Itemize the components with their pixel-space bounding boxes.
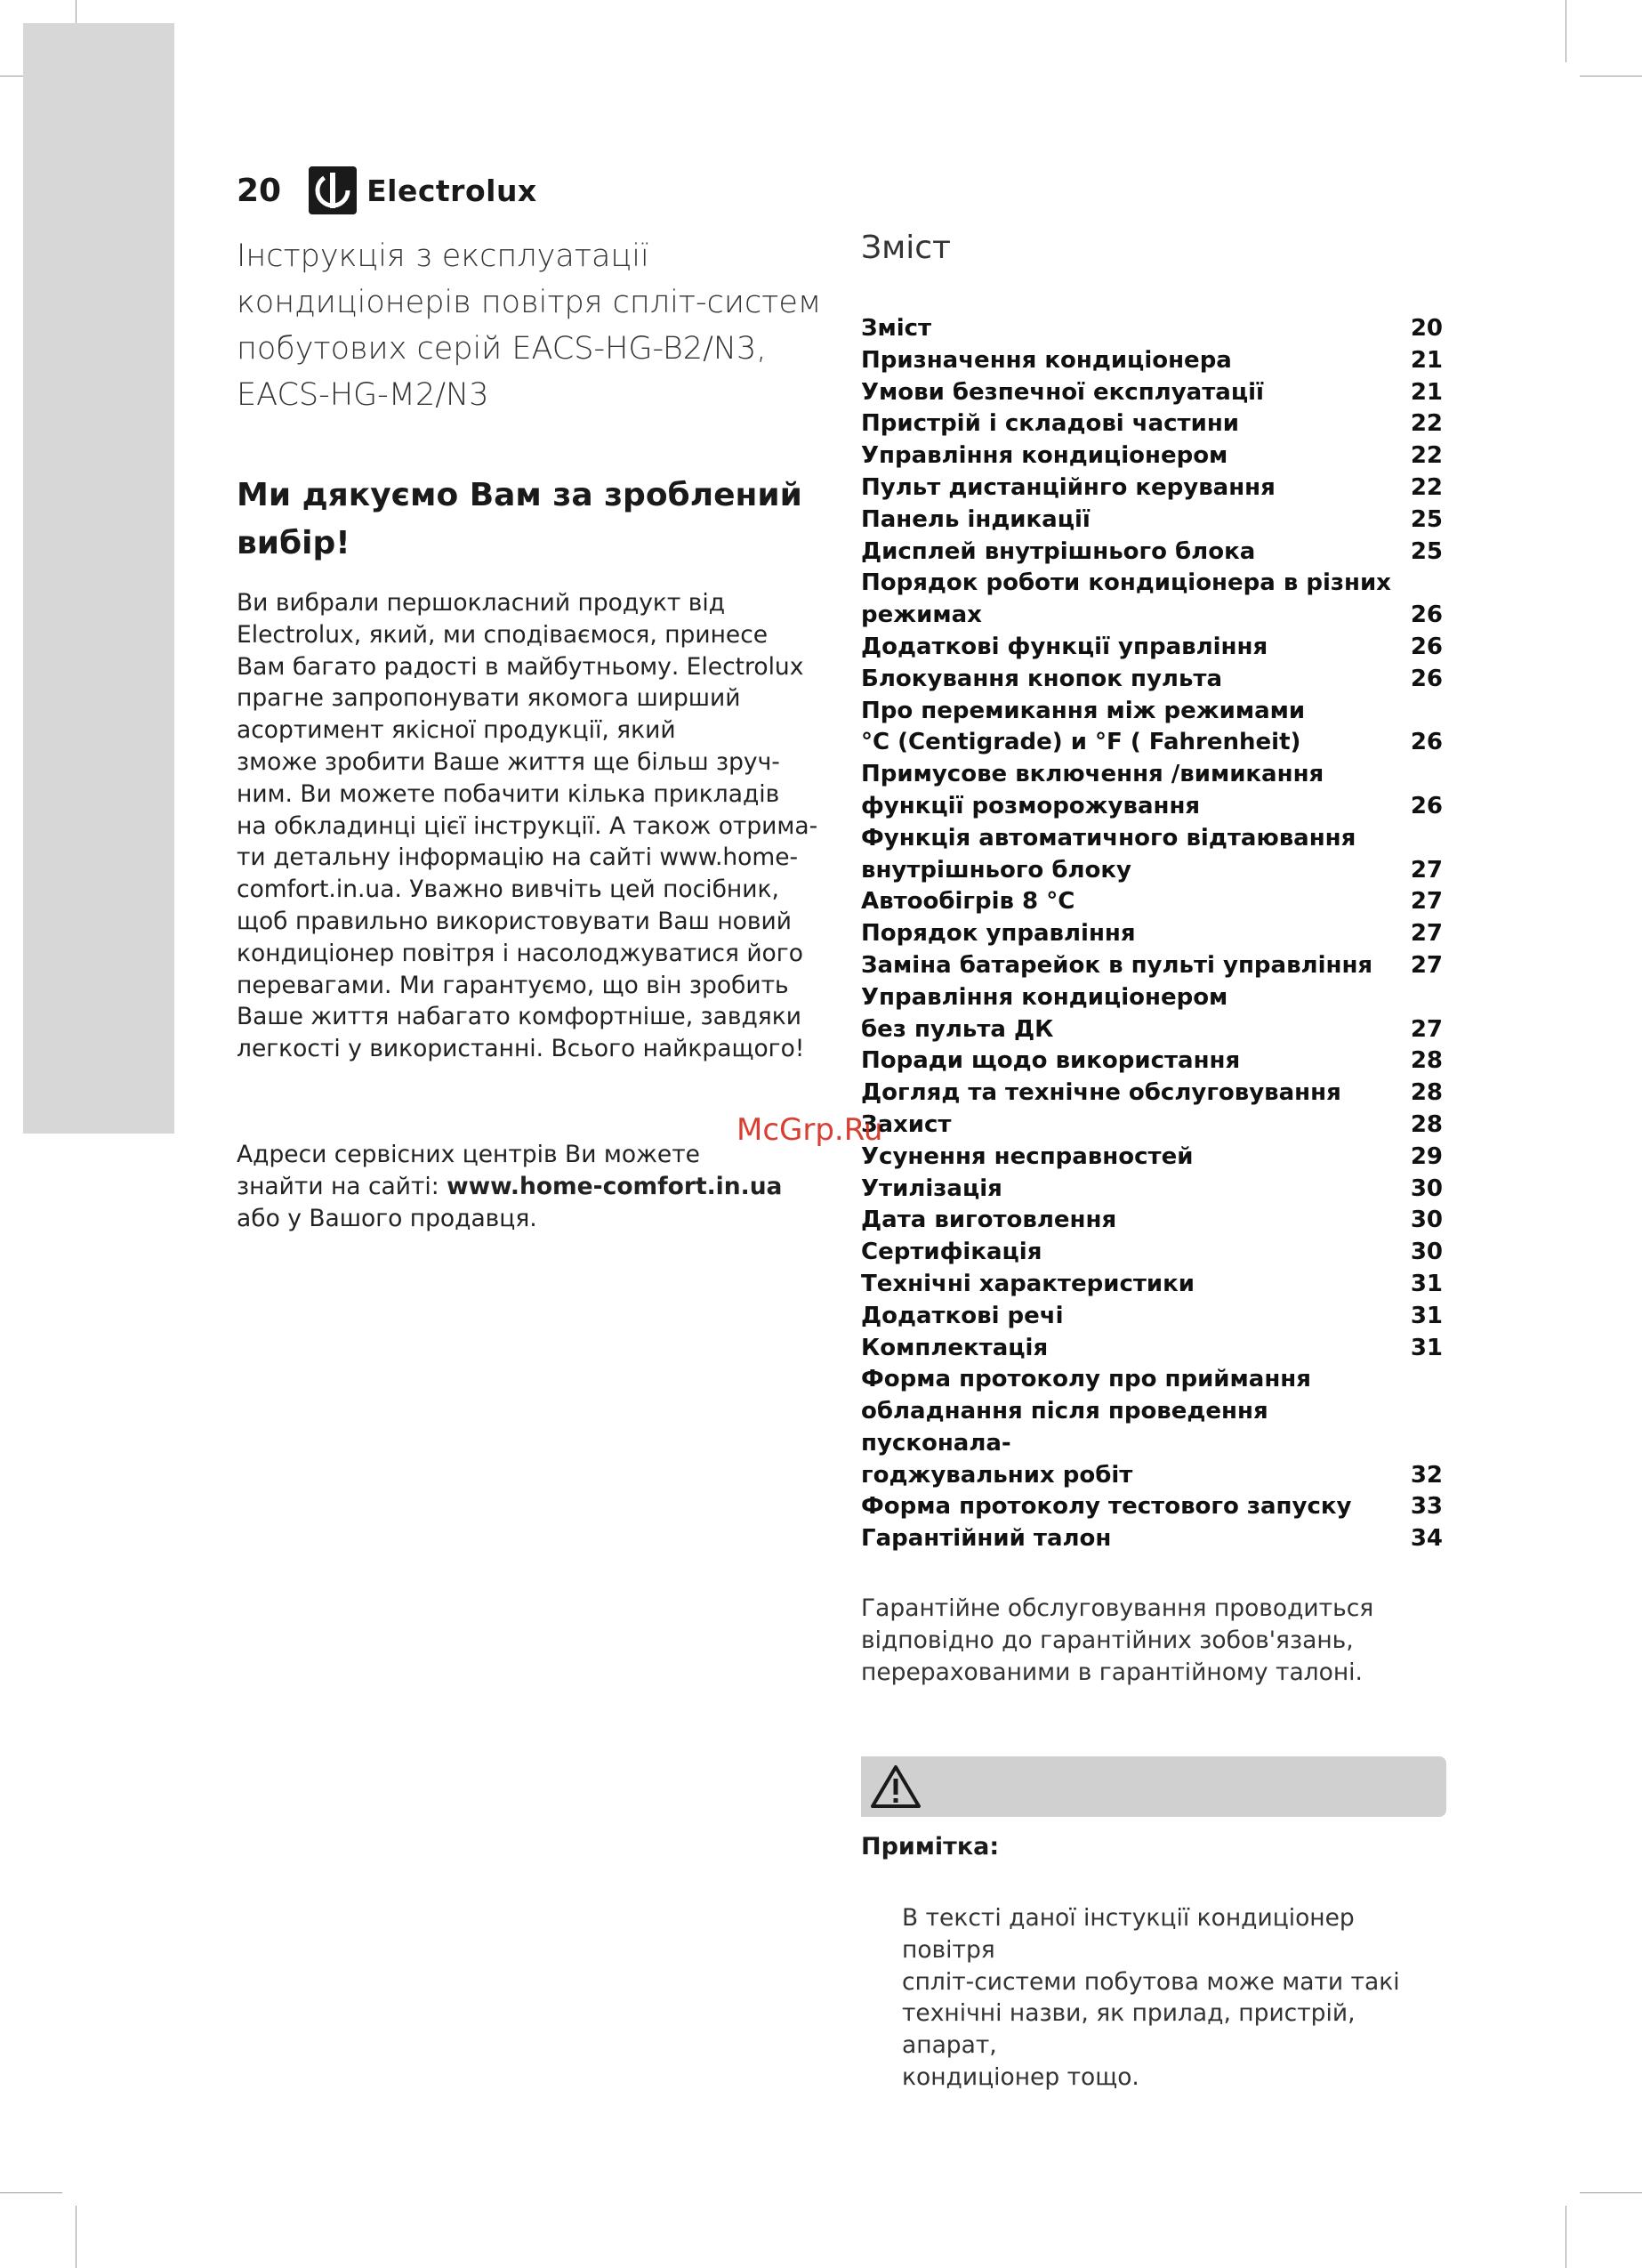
note-banner <box>861 1756 1446 1817</box>
note-line: спліт-системи побутова може мати такі <box>902 1967 1400 1996</box>
toc-page-number: 27 <box>1410 856 1443 884</box>
table-of-contents <box>861 313 1443 1555</box>
document-title: Інструкція з експлуатації кондиціонерів повітря спліт-систем побутових серій EACS-HG-B2/N3, EACS-HG-M2/N3 <box>237 238 822 413</box>
toc-entry-title: Пульт дистанційнго керування <box>861 473 1276 501</box>
toc-entry-title: Порядок роботи кондиціонера в різних <box>861 569 1391 597</box>
toc-row[interactable] <box>861 950 1443 982</box>
toc-row[interactable] <box>861 568 1443 600</box>
toc-row[interactable] <box>861 1110 1443 1142</box>
warranty-line: відповідно до гарантійних зобов'язань, <box>861 1626 1354 1654</box>
toc-row[interactable] <box>861 440 1443 472</box>
intro-line: comfort.in.ua. Уважно вивчіть цей посібник, <box>237 876 779 904</box>
toc-row[interactable] <box>861 1045 1443 1078</box>
toc-row[interactable] <box>861 791 1443 823</box>
toc-row[interactable] <box>861 1364 1443 1396</box>
toc-page-number: 31 <box>1410 1270 1443 1297</box>
service-url-link[interactable]: www.home-comfort.in.ua <box>447 1173 783 1200</box>
intro-line: Вам багато радості в майбутньому. Electrolux <box>237 652 804 681</box>
toc-page-number: 25 <box>1410 537 1443 565</box>
toc-row[interactable] <box>861 1237 1443 1269</box>
page-header <box>237 165 537 215</box>
service-line <box>237 1171 824 1203</box>
service-prefix: знайти на сайті: <box>237 1173 447 1200</box>
intro-line: Ви вибрали першокласний продукт від <box>237 589 726 617</box>
toc-page-number: 26 <box>1410 729 1443 756</box>
toc-entry-title: Додаткові функції управління <box>861 633 1268 660</box>
toc-row[interactable] <box>861 1523 1443 1555</box>
watermark: McGrp.Ru <box>736 1112 883 1148</box>
toc-entry-title: Форма протоколу про приймання <box>861 1366 1311 1393</box>
toc-row[interactable] <box>861 727 1443 759</box>
note-line: В тексті даної інстукції кондиціонер повітря <box>902 1904 1355 1964</box>
toc-page-number: 26 <box>1410 665 1443 692</box>
toc-page-number: 22 <box>1410 410 1443 438</box>
intro-line: кондиціонер повітря і насолоджуватися його <box>237 939 803 967</box>
toc-row[interactable] <box>861 345 1443 377</box>
toc-entry-title: Усунення несправностей <box>861 1142 1194 1170</box>
toc-entry-title: Форма протоколу тестового запуску <box>861 1493 1352 1521</box>
toc-entry-title: Управління кондиціонером <box>861 983 1228 1011</box>
toc-entry-title: Блокування кнопок пульта <box>861 665 1222 692</box>
toc-page-number: 31 <box>1410 1334 1443 1361</box>
toc-entry-title: Заміна батарейок в пульті управління <box>861 951 1373 979</box>
toc-row[interactable] <box>861 377 1443 409</box>
toc-entry-title: без пульта ДК <box>861 1015 1054 1043</box>
toc-row[interactable] <box>861 982 1443 1014</box>
toc-entry-title: Примусове включення /вимикання <box>861 761 1324 788</box>
note-line: технічні назви, як прилад, пристрій, апарат, <box>902 1999 1356 2060</box>
toc-row[interactable] <box>861 600 1443 632</box>
toc-row[interactable] <box>861 1205 1443 1237</box>
intro-line: Ваше життя набагато комфортніше, завдяки <box>237 1003 801 1031</box>
service-line: Адреси сервісних центрів Ви можете <box>237 1141 700 1168</box>
toc-page-number: 26 <box>1410 792 1443 819</box>
toc-page-number: 33 <box>1410 1493 1443 1521</box>
toc-row[interactable] <box>861 472 1443 504</box>
intro-line: Electrolux, який, ми сподіваємося, принесе <box>237 620 769 649</box>
toc-row[interactable] <box>861 537 1443 569</box>
toc-row[interactable] <box>861 823 1443 855</box>
page-number: 20 <box>237 172 282 209</box>
intro-line: на обкладинці цієї інструкції. А також отрима- <box>237 811 818 840</box>
electrolux-logo-icon <box>308 165 358 215</box>
toc-row[interactable] <box>861 1396 1443 1460</box>
toc-page-number: 29 <box>1410 1142 1443 1170</box>
toc-page-number: 28 <box>1410 1110 1443 1138</box>
toc-entry-title: Утилізація <box>861 1174 1002 1202</box>
toc-entry-title: Комплектація <box>861 1334 1049 1361</box>
toc-page-number: 21 <box>1410 378 1443 406</box>
toc-page-number: 22 <box>1410 473 1443 501</box>
toc-page-number: 28 <box>1410 1047 1443 1075</box>
toc-page-number: 30 <box>1410 1239 1443 1266</box>
intro-line: асортимент якісної продукції, який <box>237 716 676 745</box>
toc-entry-title: Про перемикання між режимами <box>861 697 1306 724</box>
toc-page-number: 27 <box>1410 888 1443 916</box>
toc-page-number: 27 <box>1410 1015 1443 1043</box>
toc-entry-title: Умови безпечної експлуатації <box>861 378 1264 406</box>
note-paragraph <box>902 1902 1453 2094</box>
brand-name: Electrolux <box>366 173 537 208</box>
toc-entry-title: функції розморожування <box>861 792 1201 819</box>
note-label: Примітка: <box>861 1833 1000 1860</box>
toc-entry-title: Поради щодо використання <box>861 1047 1241 1075</box>
toc-page-number: 34 <box>1410 1525 1443 1553</box>
intro-line: щоб правильно використовувати Ваш новий <box>237 907 792 935</box>
warranty-paragraph <box>861 1593 1448 1688</box>
toc-page-number: 20 <box>1410 315 1443 342</box>
warranty-line: Гарантійне обслуговування проводиться <box>861 1594 1374 1622</box>
toc-page-number: 25 <box>1410 505 1443 533</box>
toc-row[interactable] <box>861 1301 1443 1333</box>
toc-page-number: 28 <box>1410 1079 1443 1107</box>
intro-line: перевагами. Ми гарантуємо, що він зробить <box>237 971 789 999</box>
toc-row[interactable] <box>861 313 1443 345</box>
toc-entry-title: Панель індикації <box>861 505 1091 533</box>
toc-entry-title: обладнання після проведення пусконала- <box>861 1398 1268 1457</box>
toc-entry-title: Дисплей внутрішнього блока <box>861 537 1256 565</box>
toc-page-number: 21 <box>1410 346 1443 374</box>
toc-row[interactable] <box>861 1142 1443 1174</box>
intro-paragraph <box>237 587 824 1065</box>
toc-page-number: 31 <box>1410 1302 1443 1329</box>
toc-entry-title: Догляд та технічне обслуговування <box>861 1079 1341 1107</box>
toc-page-number: 27 <box>1410 920 1443 948</box>
toc-row[interactable] <box>861 1078 1443 1110</box>
intro-line: ним. Ви можете побачити кілька прикладів <box>237 779 780 808</box>
toc-entry-title: внутрішнього блоку <box>861 856 1131 884</box>
toc-row[interactable] <box>861 1269 1443 1301</box>
toc-page-number: 26 <box>1410 601 1443 629</box>
toc-row[interactable] <box>861 664 1443 696</box>
toc-entry-title: режимах <box>861 601 982 629</box>
toc-row[interactable] <box>861 855 1443 887</box>
toc-row[interactable] <box>861 632 1443 664</box>
toc-entry-title: Пристрій і складові частини <box>861 410 1240 438</box>
toc-entry-title: Управління кондиціонером <box>861 442 1228 470</box>
toc-row[interactable] <box>861 1491 1443 1523</box>
intro-line: ти детальну інформацію на сайті www.home- <box>237 843 799 872</box>
toc-entry-title: Автообігрів 8 °С <box>861 888 1075 916</box>
intro-line: зможе зробити Ваше життя ще більш зруч- <box>237 747 780 776</box>
contents-title: Зміст <box>861 230 952 266</box>
toc-row[interactable] <box>861 918 1443 950</box>
toc-row[interactable] <box>861 1174 1443 1206</box>
crop-mark <box>1580 76 1642 77</box>
toc-row[interactable] <box>861 1014 1443 1046</box>
toc-page-number: 27 <box>1410 951 1443 979</box>
toc-entry-title: Дата виготовлення <box>861 1207 1117 1234</box>
toc-page-number: 32 <box>1410 1461 1443 1489</box>
side-band <box>23 23 174 1134</box>
toc-entry-title: Порядок управління <box>861 920 1136 948</box>
toc-row[interactable] <box>861 1460 1443 1492</box>
toc-row[interactable] <box>861 504 1443 537</box>
toc-page-number: 30 <box>1410 1207 1443 1234</box>
toc-entry-title: Захист <box>861 1110 952 1138</box>
toc-entry-title: Призначення кондиціонера <box>861 346 1232 374</box>
toc-entry-title: Додаткові речі <box>861 1302 1064 1329</box>
toc-entry-title: годжувальних робіт <box>861 1461 1133 1489</box>
toc-entry-title: Функція автоматичного відтаювання <box>861 824 1356 852</box>
toc-row[interactable] <box>861 1333 1443 1365</box>
service-line: або у Вашого продавця. <box>237 1205 537 1232</box>
toc-entry-title: Зміст <box>861 315 932 342</box>
toc-page-number: 30 <box>1410 1174 1443 1202</box>
toc-row[interactable] <box>861 759 1443 791</box>
toc-entry-title: Технічні характеристики <box>861 1270 1195 1297</box>
crop-mark <box>1580 2192 1642 2193</box>
toc-entry-title: Сертифікація <box>861 1239 1042 1266</box>
toc-page-number: 26 <box>1410 633 1443 660</box>
warranty-line: перерахованими в гарантійному талоні. <box>861 1658 1363 1686</box>
warning-icon <box>870 1764 922 1810</box>
toc-entry-title: Гарантійний талон <box>861 1525 1112 1553</box>
note-line: кондиціонер тощо. <box>902 2062 1139 2091</box>
brand-logo <box>308 165 537 215</box>
intro-line: легкості у використанні. Всього найкращого! <box>237 1035 805 1063</box>
toc-row[interactable] <box>861 408 1443 440</box>
toc-row[interactable] <box>861 696 1443 728</box>
toc-entry-title: °C (Centigrade) и °F ( Fahrenheit) <box>861 729 1301 756</box>
crop-mark <box>0 2192 62 2193</box>
toc-page-number: 22 <box>1410 442 1443 470</box>
intro-line: прагне запропонувати якомога ширший <box>237 684 741 713</box>
toc-row[interactable] <box>861 886 1443 918</box>
thank-you-heading: Ми дякуємо Вам за зроблений вибір! <box>237 477 802 561</box>
service-info <box>237 1139 824 1235</box>
